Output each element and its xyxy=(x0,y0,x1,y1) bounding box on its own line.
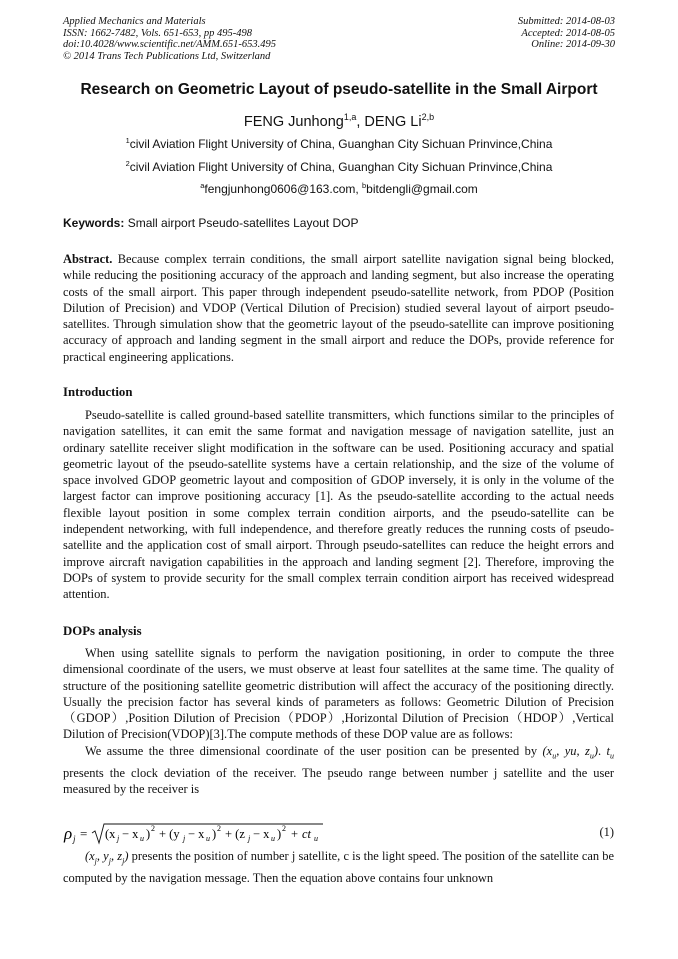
svg-text:+: + xyxy=(291,827,299,841)
email-b-sup: b xyxy=(362,181,367,190)
svg-text:u: u xyxy=(206,834,210,843)
affiliation-2 xyxy=(0,160,678,174)
svg-text:j: j xyxy=(73,834,76,844)
keywords-text: Small airport Pseudo-satellites Layout DOP xyxy=(124,216,359,230)
email-b[interactable]: bitdengli@gmail.com xyxy=(366,182,478,196)
svg-text:j: j xyxy=(117,834,120,843)
svg-text:− x: − x xyxy=(253,827,270,841)
svg-text:ρ: ρ xyxy=(64,824,73,843)
satellite-position-symbol: ($x_j$, $y_j$, $z_j$) xyxy=(85,849,129,866)
svg-text:(x: (x xyxy=(105,827,116,841)
dops-paragraph-2 xyxy=(63,743,614,797)
svg-text:u: u xyxy=(271,834,275,843)
accepted-date: Accepted: 2014-08-05 xyxy=(521,27,615,39)
svg-text:=: = xyxy=(80,826,88,841)
pseudo-range-equation xyxy=(63,822,614,848)
paper-title: Research on Geometric Layout of pseudo-satellite in the Small Airport xyxy=(80,81,598,98)
email-a[interactable]: fengjunhong0606@163.com, xyxy=(204,182,363,196)
author-list xyxy=(0,114,678,130)
dops-p2-period: . xyxy=(598,743,607,758)
dates-info xyxy=(518,16,615,51)
affiliation-1 xyxy=(0,137,678,151)
affiliation-1-text: civil Aviation Flight University of China, Guanghan City Sichuan Prinvince,China xyxy=(129,137,553,151)
dops-paragraph-3 xyxy=(63,848,614,886)
svg-text:j: j xyxy=(248,834,251,843)
author-separator: , xyxy=(356,114,365,130)
dops-p3-text: presents the position of number j satellite, c is the light speed. The position of the satellite can be computed by the navigation message. Then the equation above contains four unknown xyxy=(63,849,614,885)
dops-body xyxy=(63,645,614,797)
author-2-sup: 2,b xyxy=(421,112,435,123)
introduction-paragraph: Pseudo-satellite is called ground-based satellite transmitters, which functions similar to the principles of navigation satellites, it can emit the same format and navigation message of navigation satellite, just an ordinary satellite receiver slight modification in the software can be used. Positioning accuracy and spatial geometric layout of the pseudo-satellite systems have a certain relationship, and the size of the volume of space involved GDOP geometric layout and composition of GDOP inversely, it is only in the volume of the largest factor can improve positioning accuracy [1]. As the pseudo-satellite according to the actual needs flexible layout position in some complex terrain condition airports, and the pseudo-satellite can be independent networking, with full independence, and therefore greatly reduces the running costs of pseudo-satellite and the application cost of small airport. Through pseudo-satellites can reduce the height errors and improve aircraft navigation capabilities in the approach and landing segment [2]. Therefore, improving the DOPs of system to provide security for the small complex terrain condition airport has received widespread attention. xyxy=(63,408,614,602)
svg-text:− x: − x xyxy=(122,827,139,841)
affiliation-2-sup: 2 xyxy=(125,159,130,168)
svg-text:+ (z: + (z xyxy=(225,827,245,841)
copyright-line: © 2014 Trans Tech Publications Ltd, Switzerland xyxy=(63,50,271,62)
svg-text:2: 2 xyxy=(217,824,221,833)
dops-p2-start: We assume the three dimensional coordinate of the user position can be presented by xyxy=(85,743,543,758)
equation-1 xyxy=(63,822,614,846)
dops-paragraph-1: When using satellite signals to perform the navigation positioning, in order to compute the three dimensional coordinate of the users, we must observe at least four satellites at the same time. The quality of structure of the positioning satellite geometric distribution will affect the accuracy of the positioning directly. Usually the precision factor has several kinds of parameters as follows: Geometric Dilution of Precision（GDOP）,Position Dilution of Precision（PDOP）,Horizontal Dilution of Precision（HDOP）,Vertical Dilution of Precision(VDOP)[3].The compute methods of these DOP value are as follows: xyxy=(63,646,614,742)
dops-body-continued xyxy=(63,848,614,886)
svg-text:j: j xyxy=(183,834,186,843)
svg-text:+ (y: + (y xyxy=(159,827,180,841)
svg-text:): ) xyxy=(212,827,217,841)
doi-line: doi:10.4028/www.scientific.net/AMM.651-653.495 xyxy=(63,39,276,50)
svg-text:): ) xyxy=(146,827,151,841)
author-1-sup: 1,a xyxy=(343,112,357,123)
dops-p2-end: presents the clock deviation of the receiver. The pseudo range between number j satellite and the user measured by the receiver is xyxy=(63,765,614,796)
journal-name: Applied Mechanics and Materials xyxy=(63,16,206,27)
svg-text:ct: ct xyxy=(302,827,312,841)
keywords xyxy=(63,216,358,230)
svg-text:): ) xyxy=(277,827,282,841)
abstract-label: Abstract. xyxy=(63,252,113,266)
svg-text:− x: − x xyxy=(188,827,205,841)
introduction-body xyxy=(63,407,614,603)
submitted-date: Submitted: 2014-08-03 xyxy=(517,16,615,27)
keywords-label: Keywords: xyxy=(63,216,125,230)
svg-text:u: u xyxy=(314,834,318,843)
affiliation-2-text: civil Aviation Flight University of China, Guanghan City Sichuan Prinvince,China xyxy=(129,160,553,174)
dops-heading: DOPs analysis xyxy=(63,624,142,638)
email-line xyxy=(0,182,678,196)
author-2: DENG Li xyxy=(364,114,422,130)
svg-text:u: u xyxy=(140,834,144,843)
clock-deviation-symbol: $t_u$ xyxy=(606,743,614,761)
svg-text:2: 2 xyxy=(151,824,155,833)
affiliation-1-sup: 1 xyxy=(125,136,130,145)
svg-text:2: 2 xyxy=(282,824,286,833)
issn-line: ISSN: 1662-7482, Vols. 651-653, pp 495-498 xyxy=(63,27,252,39)
equation-number: (1) xyxy=(599,825,614,839)
journal-info xyxy=(63,16,276,62)
abstract-text: Because complex terrain conditions, the small airport satellite navigation signal being blocked, while reducing the positioning accuracy of the approach and landing segment, but also increase the operating costs of the small airport. This paper through independent pseudo-satellite network, from PDOP (Position Dilution of Precision) and VDOP (Vertical Dilution of Precision) studied several layout of airport pseudo-satellites. Through simulation show that the geometric layout of the pseudo-satellite can improve positioning accuracy of approach and landing segment in the small airport and reduce the DOPs, provide reference for practical engineering applications. xyxy=(63,252,614,364)
introduction-heading: Introduction xyxy=(63,385,133,399)
abstract xyxy=(63,251,614,365)
user-position-symbol: ($x_u$, yu, $z_u$) xyxy=(542,743,598,761)
author-1: FENG Junhong xyxy=(243,114,344,130)
online-date: Online: 2014-09-30 xyxy=(531,39,615,50)
email-a-sup: a xyxy=(200,181,205,190)
